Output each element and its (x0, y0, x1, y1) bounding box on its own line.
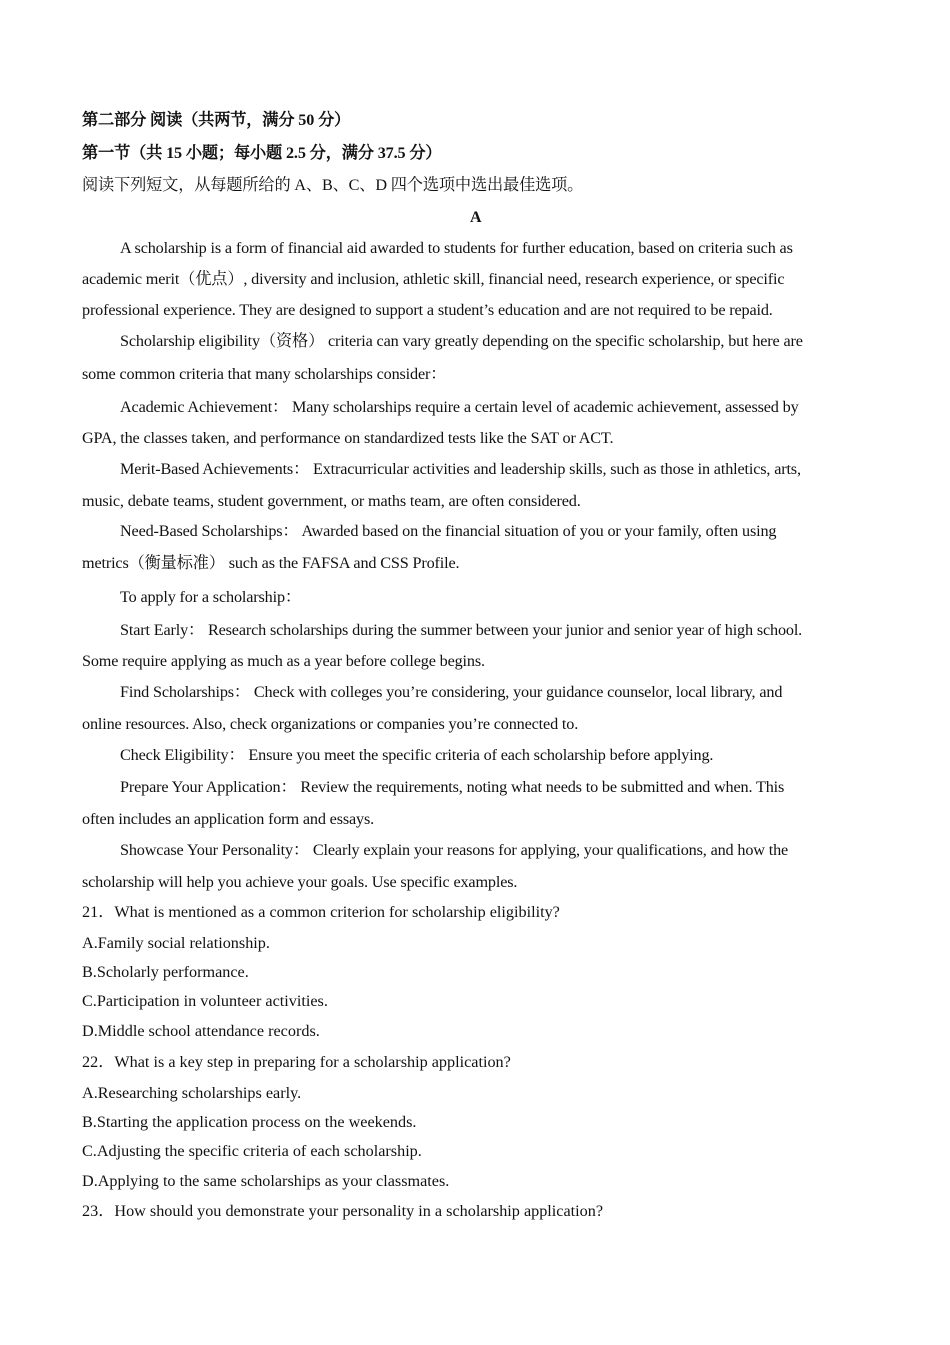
question-stem: 23．How should you demonstrate your personality in a scholarship application? (82, 1202, 604, 1220)
step-find-scholarships: Find Scholarships： Check with colleges you’re considering, your guidance counselor, local library, and (120, 683, 783, 701)
section-title: 第一节（共 15 小题；每小题 2.5 分，满分 37.5 分） (82, 144, 442, 162)
passage-line: music, debate teams, student government, or maths team, are often considered. (82, 492, 581, 510)
step-showcase-personality: Showcase Your Personality： Clearly explain your reasons for applying, your qualifications, and how the (120, 841, 789, 859)
option-d[interactable]: D.Middle school attendance records. (82, 1022, 320, 1040)
option-d[interactable]: D.Applying to the same scholarships as your classmates. (82, 1172, 450, 1190)
passage-line: GPA, the classes taken, and performance on standardized tests like the SAT or ACT. (82, 429, 614, 447)
option-c[interactable]: C.Adjusting the specific criteria of each scholarship. (82, 1142, 422, 1160)
apply-heading: To apply for a scholarship： (120, 588, 301, 606)
passage-line: some common criteria that many scholarships consider： (82, 365, 447, 383)
step-start-early: Start Early： Research scholarships during the summer between your junior and senior year of high school. (120, 621, 803, 639)
passage-line: often includes an application form and essays. (82, 810, 375, 828)
passage-line: professional experience. They are designed to support a student’s education and are not required to be repaid. (82, 301, 773, 319)
passage-line: Scholarship eligibility（资格） criteria can vary greatly depending on the specific scholarship, but here are (120, 332, 803, 350)
passage-letter: A (470, 209, 482, 226)
option-a[interactable]: A.Researching scholarships early. (82, 1084, 302, 1102)
question-stem: 21．What is mentioned as a common criterion for scholarship eligibility? (82, 903, 560, 921)
criteria-merit-based: Merit-Based Achievements： Extracurricular activities and leadership skills, such as those in athletics, arts, (120, 460, 801, 478)
step-prepare-application: Prepare Your Application： Review the requirements, noting what needs to be submitted and when. This (120, 778, 785, 796)
part-title: 第二部分 阅读（共两节，满分 50 分） (82, 111, 351, 129)
option-a[interactable]: A.Family social relationship. (82, 934, 270, 952)
question-stem: 22．What is a key step in preparing for a scholarship application? (82, 1053, 511, 1071)
passage-line: scholarship will help you achieve your goals. Use specific examples. (82, 873, 518, 891)
passage-line: metrics（衡量标准） such as the FAFSA and CSS Profile. (82, 554, 460, 572)
option-b[interactable]: B.Scholarly performance. (82, 963, 249, 981)
option-b[interactable]: B.Starting the application process on the weekends. (82, 1113, 417, 1131)
instruction-text: 阅读下列短文，从每题所给的 A、B、C、D 四个选项中选出最佳选项。 (82, 176, 584, 194)
criteria-need-based: Need-Based Scholarships： Awarded based on the financial situation of you or your family, often using (120, 522, 777, 540)
passage-line: academic merit（优点）, diversity and inclusion, athletic skill, financial need, research experience, or specific (82, 270, 785, 288)
step-check-eligibility: Check Eligibility： Ensure you meet the specific criteria of each scholarship before applying. (120, 746, 714, 764)
passage-line: online resources. Also, check organizations or companies you’re connected to. (82, 715, 579, 733)
criteria-academic-achievement: Academic Achievement： Many scholarships require a certain level of academic achievement, assessed by (120, 398, 799, 416)
passage-line: Some require applying as much as a year before college begins. (82, 652, 485, 670)
option-c[interactable]: C.Participation in volunteer activities. (82, 992, 328, 1010)
passage-line: A scholarship is a form of financial aid awarded to students for further education, based on criteria such as (120, 239, 793, 257)
